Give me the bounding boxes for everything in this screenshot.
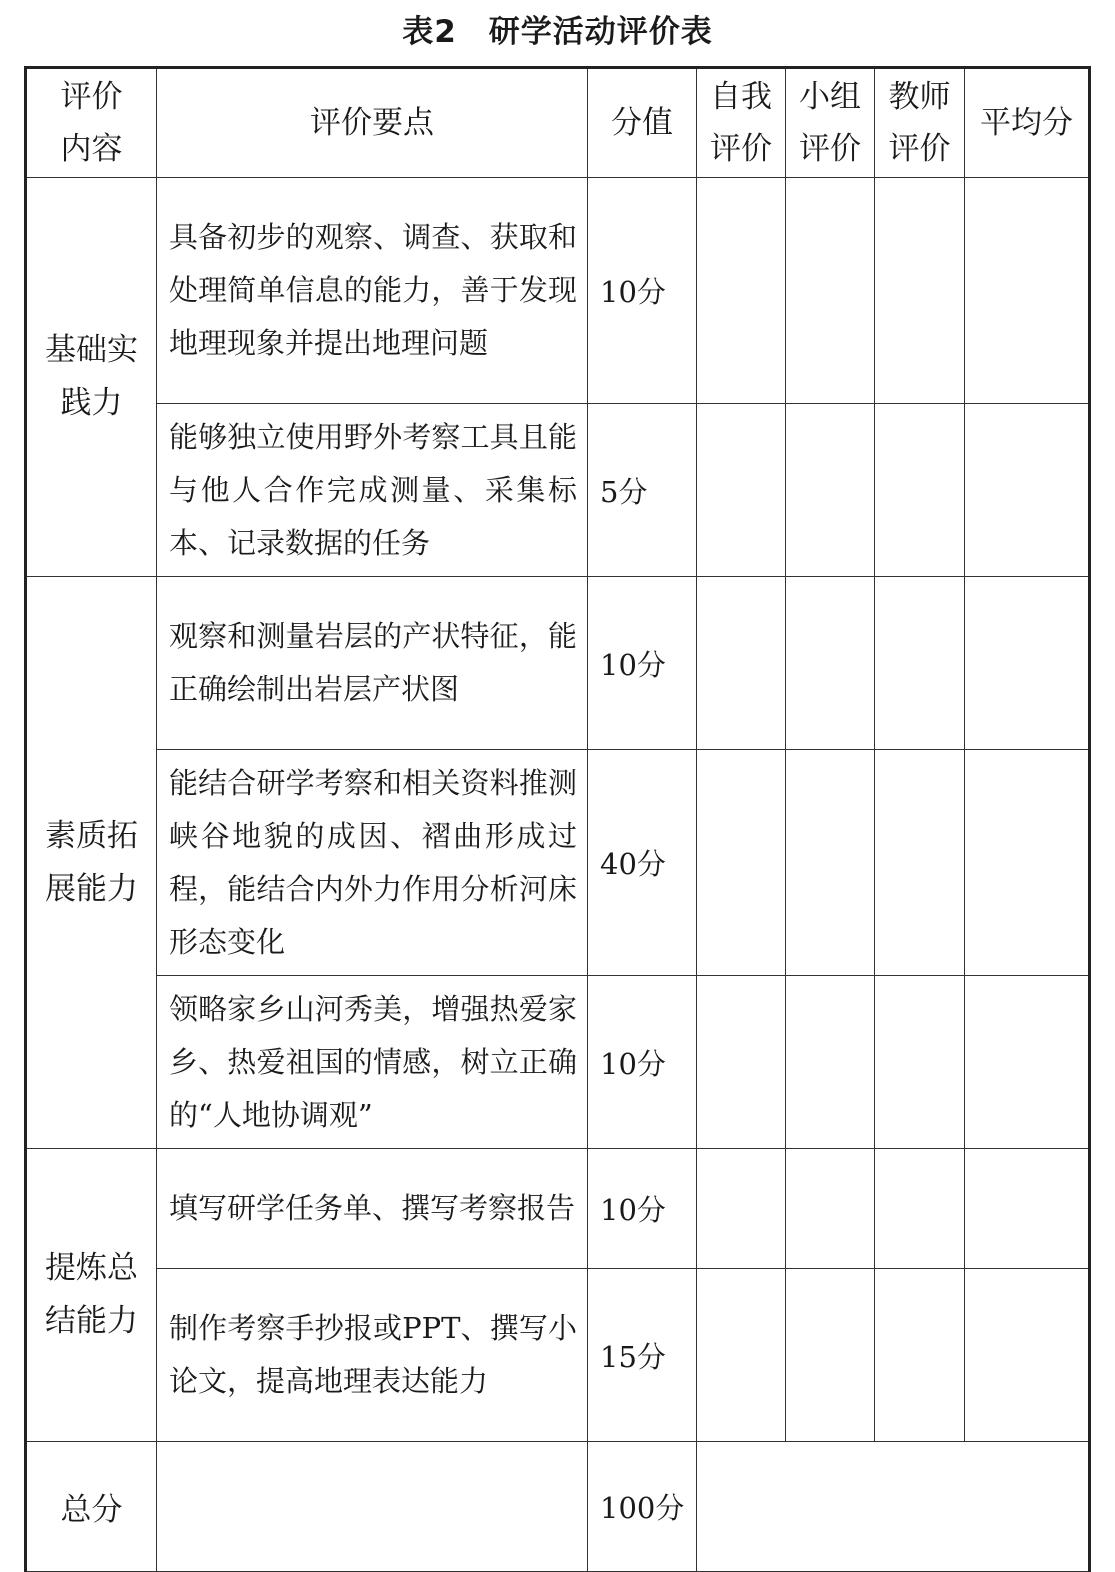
teacher-eval-cell[interactable] bbox=[875, 750, 965, 976]
score-cell: 10分 bbox=[588, 178, 697, 404]
total-row bbox=[26, 1442, 1090, 1572]
table-title: 表2 研学活动评价表 bbox=[402, 14, 713, 50]
header-average: 平均分 bbox=[965, 68, 1090, 178]
average-cell[interactable] bbox=[965, 404, 1090, 577]
group-eval-cell[interactable] bbox=[786, 178, 875, 404]
table-row bbox=[26, 577, 1090, 750]
average-cell[interactable] bbox=[965, 577, 1090, 750]
table-row bbox=[26, 178, 1090, 404]
score-cell: 15分 bbox=[588, 1269, 697, 1442]
group-eval-cell[interactable] bbox=[786, 404, 875, 577]
teacher-eval-cell[interactable] bbox=[875, 976, 965, 1149]
score-cell: 10分 bbox=[588, 976, 697, 1149]
teacher-eval-cell[interactable] bbox=[875, 577, 965, 750]
score-cell: 10分 bbox=[588, 577, 697, 750]
criterion-cell: 能结合研学考察和相关资料推测峡谷地貌的成因、褶曲形成过程，能结合内外力作用分析河床形态变化 bbox=[157, 750, 588, 976]
header-teacher: 教师评价 bbox=[875, 68, 965, 178]
header-row bbox=[26, 68, 1090, 178]
group-eval-cell[interactable] bbox=[786, 577, 875, 750]
average-cell[interactable] bbox=[965, 1149, 1090, 1269]
self-eval-cell[interactable] bbox=[697, 750, 786, 976]
self-eval-cell[interactable] bbox=[697, 178, 786, 404]
group-eval-cell[interactable] bbox=[786, 750, 875, 976]
criterion-cell: 制作考察手抄报或PPT、撰写小论文，提高地理表达能力 bbox=[157, 1269, 588, 1442]
header-group: 小组评价 bbox=[786, 68, 875, 178]
self-eval-cell[interactable] bbox=[697, 1149, 786, 1269]
score-cell: 40分 bbox=[588, 750, 697, 976]
table-row bbox=[26, 404, 1090, 577]
total-eval-cell[interactable] bbox=[697, 1442, 1090, 1572]
score-cell: 10分 bbox=[588, 1149, 697, 1269]
header-content: 评价内容 bbox=[26, 68, 157, 178]
category-summary: 提炼总结能力 bbox=[26, 1149, 157, 1442]
table-row bbox=[26, 1269, 1090, 1442]
category-basic: 基础实践力 bbox=[26, 178, 157, 577]
total-score: 100分 bbox=[588, 1442, 697, 1572]
average-cell[interactable] bbox=[965, 178, 1090, 404]
self-eval-cell[interactable] bbox=[697, 1269, 786, 1442]
criterion-cell: 领略家乡山河秀美，增强热爱家乡、热爱祖国的情感，树立正确的“人地协调观” bbox=[157, 976, 588, 1149]
group-eval-cell[interactable] bbox=[786, 1269, 875, 1442]
table-row bbox=[26, 750, 1090, 976]
table-row bbox=[26, 1149, 1090, 1269]
criterion-cell: 具备初步的观察、调查、获取和处理简单信息的能力，善于发现地理现象并提出地理问题 bbox=[157, 178, 588, 404]
header-points: 评价要点 bbox=[157, 68, 588, 178]
criterion-cell: 填写研学任务单、撰写考察报告 bbox=[157, 1149, 588, 1269]
group-eval-cell[interactable] bbox=[786, 976, 875, 1149]
self-eval-cell[interactable] bbox=[697, 976, 786, 1149]
score-cell: 5分 bbox=[588, 404, 697, 577]
self-eval-cell[interactable] bbox=[697, 577, 786, 750]
teacher-eval-cell[interactable] bbox=[875, 1149, 965, 1269]
category-quality: 素质拓展能力 bbox=[26, 577, 157, 1149]
average-cell[interactable] bbox=[965, 976, 1090, 1149]
teacher-eval-cell[interactable] bbox=[875, 404, 965, 577]
average-cell[interactable] bbox=[965, 1269, 1090, 1442]
average-cell[interactable] bbox=[965, 750, 1090, 976]
header-self: 自我评价 bbox=[697, 68, 786, 178]
criterion-cell: 观察和测量岩层的产状特征，能正确绘制出岩层产状图 bbox=[157, 577, 588, 750]
table-row bbox=[26, 976, 1090, 1149]
header-score: 分值 bbox=[588, 68, 697, 178]
teacher-eval-cell[interactable] bbox=[875, 178, 965, 404]
criterion-cell: 能够独立使用野外考察工具且能与他人合作完成测量、采集标本、记录数据的任务 bbox=[157, 404, 588, 577]
total-label: 总分 bbox=[26, 1442, 157, 1572]
group-eval-cell[interactable] bbox=[786, 1149, 875, 1269]
evaluation-table bbox=[24, 66, 1091, 1572]
self-eval-cell[interactable] bbox=[697, 404, 786, 577]
total-points-cell bbox=[157, 1442, 588, 1572]
teacher-eval-cell[interactable] bbox=[875, 1269, 965, 1442]
